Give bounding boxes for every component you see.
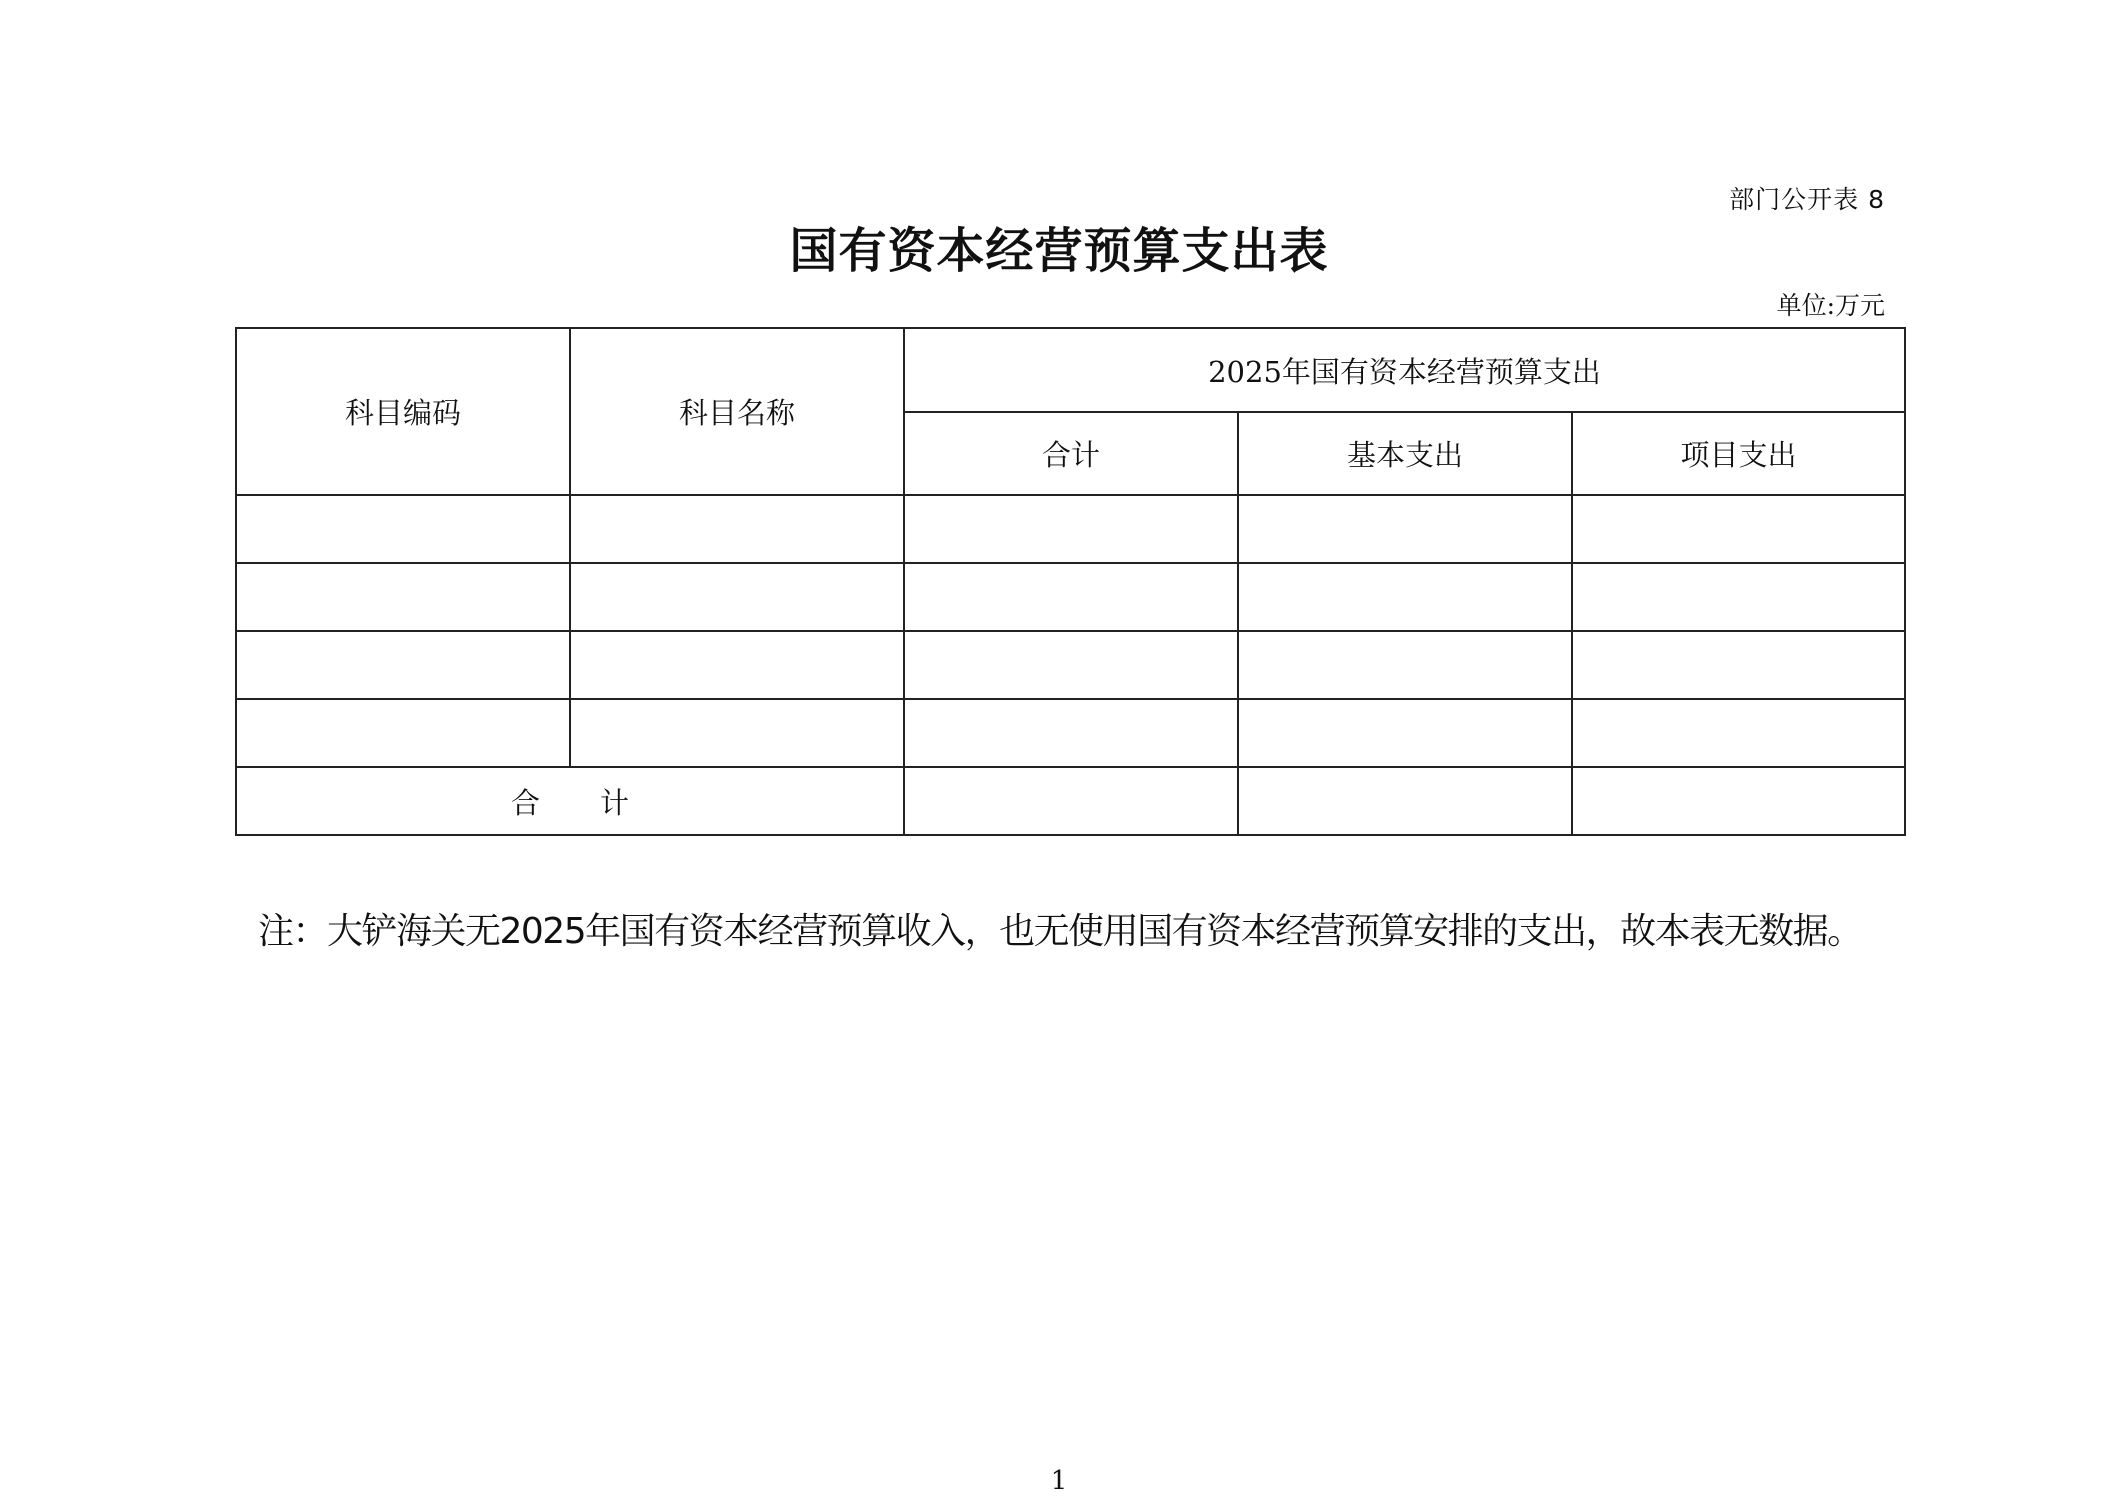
cell-name (570, 631, 904, 699)
page-title: 国有资本经营预算支出表 (789, 223, 1329, 279)
cell-basic-sum (1238, 767, 1572, 835)
table-total-row (236, 767, 1905, 835)
table-number-label: 部门公开表 8 (1729, 185, 1885, 214)
cell-project (1572, 495, 1905, 563)
cell-code (236, 563, 570, 631)
cell-name (570, 563, 904, 631)
cell-total (904, 563, 1238, 631)
table-row (236, 495, 1905, 563)
cell-basic (1238, 495, 1572, 563)
total-label: 合计 (236, 767, 904, 835)
budget-table (235, 327, 1906, 836)
cell-project (1572, 563, 1905, 631)
page-number: 1 (1050, 1466, 1068, 1496)
cell-code (236, 495, 570, 563)
table-row (236, 563, 1905, 631)
cell-basic (1238, 699, 1572, 767)
header-budget-group: 2025年国有资本经营预算支出 (904, 328, 1905, 412)
header-project-expense: 项目支出 (1572, 412, 1905, 495)
cell-basic (1238, 563, 1572, 631)
cell-name (570, 699, 904, 767)
cell-name (570, 495, 904, 563)
header-total: 合计 (904, 412, 1238, 495)
cell-total (904, 495, 1238, 563)
cell-total (904, 631, 1238, 699)
table-row (236, 699, 1905, 767)
cell-code (236, 631, 570, 699)
header-subject-code: 科目编码 (236, 328, 570, 495)
cell-project (1572, 699, 1905, 767)
header-subject-name: 科目名称 (570, 328, 904, 495)
footnote: 注：大铲海关无2025年国有资本经营预算收入，也无使用国有资本经营预算安排的支出，故本表无数据。 (258, 911, 1862, 952)
cell-basic (1238, 631, 1572, 699)
cell-project-sum (1572, 767, 1905, 835)
cell-total-sum (904, 767, 1238, 835)
cell-code (236, 699, 570, 767)
cell-total (904, 699, 1238, 767)
table-header-row (236, 328, 1905, 412)
unit-label: 单位:万元 (1776, 291, 1885, 320)
table-row (236, 631, 1905, 699)
header-basic-expense: 基本支出 (1238, 412, 1572, 495)
cell-project (1572, 631, 1905, 699)
